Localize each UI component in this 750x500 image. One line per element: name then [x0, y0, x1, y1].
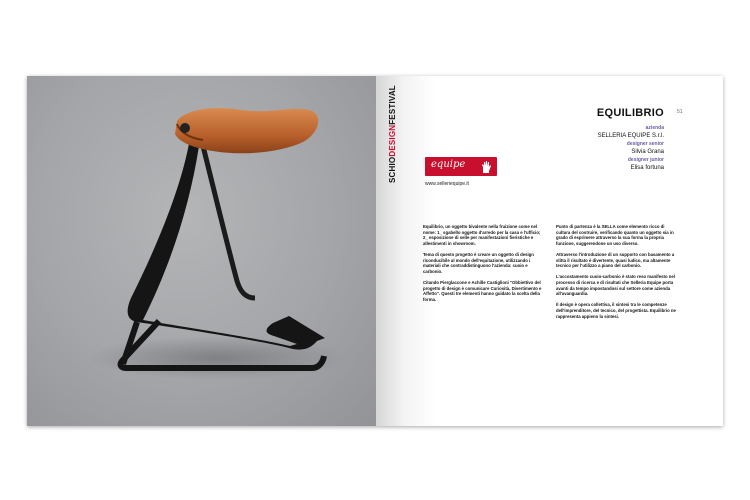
- paragraph: Citando Pierglaccone e Achille Castiglioni "Obbiettivo del progetto di design è comunicare Curiosità, Divertimento e Affetto". Questi tre elementi hanno guidato la scelta della forma.: [423, 279, 542, 302]
- credit-label: designer junior: [627, 157, 664, 163]
- title-part-design: DESIGN: [388, 124, 397, 157]
- credit-label: designer senior: [626, 141, 664, 147]
- paragraph: L'accostamento cuoio-carbonio è stato reso manifesto nel processo di ricerca e di risultati che Selleria Equipe porta avanti da tempo impostandosi sul settore come azienda all'avanguardia.: [556, 274, 675, 297]
- logo-text: equipe: [431, 159, 466, 170]
- page-number: 51: [677, 109, 683, 115]
- frame-rear-leg: [203, 146, 255, 298]
- credit-value: Silvia Grana: [631, 149, 664, 155]
- paragraph: Tema di questo progetto è creare un oggetto di design riconducibile al mondo dell'equitazione, utilizzando i materiali che contraddistinguono l'azienda: cuoio e carbonio.: [423, 251, 534, 274]
- vertical-festival-title: [386, 85, 397, 185]
- title-part-festival: FESTIVAL: [388, 85, 397, 125]
- body-column-left: [423, 224, 543, 308]
- credit-value: Elisa fortuna: [630, 165, 664, 171]
- leather-saddle: [175, 108, 318, 153]
- title-part-schio: SCHIO: [388, 156, 397, 183]
- body-column-right: [556, 224, 676, 325]
- credit-label: azienda: [645, 125, 664, 131]
- website-link[interactable]: www.selleriequipe.it: [425, 181, 469, 187]
- paragraph: Equilibrio, un oggetto bivalente nella fruizione come nel nome: 1_ sgabello oggetto d'arredo per la casa e l'ufficio; 2_ esposizione di selle per manifestazioni fieristiche e allestimenti in showroom.: [423, 224, 541, 246]
- equipe-logo: [425, 157, 497, 176]
- hand-icon: [480, 160, 492, 173]
- saddle-mount: [180, 123, 190, 133]
- stool-photo: [27, 76, 376, 426]
- credit-value: SELLERIA EQUIPE S.r.l.: [597, 133, 664, 139]
- credits-block: [598, 125, 664, 173]
- paragraph: Punto di partenza è la SELLA come elemento ricco di cultura del costruire, verificando quanto un oggetto sia in grado di esprimere attraverso la sua forma la propria funzione, suggerendone un uso diverso.: [556, 224, 674, 246]
- paragraph: Il design è opera collettiva, il sintesi tra le competenze dell'imprenditore, del tecnico, del progettista. Equilibrio ne rappresenta appieno la sintesi.: [556, 302, 676, 319]
- paragraph: Attraverso l'introduzione di un supporto con basamento a slitta il risultato è divertente, quasi ludico, ma altamente tecnico per l'utilizzo a piano del carbonio.: [556, 251, 675, 269]
- article-title: EQUILIBRIO: [596, 107, 664, 119]
- photo-page: [27, 76, 376, 426]
